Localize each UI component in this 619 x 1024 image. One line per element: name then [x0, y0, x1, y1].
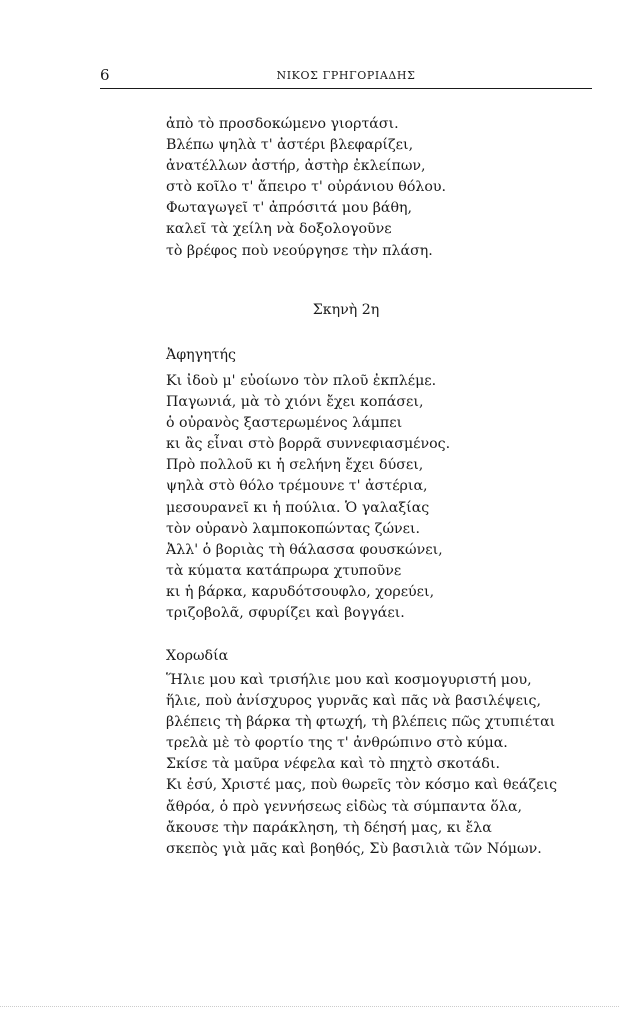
verse-line: ψηλὰ στὸ θόλο τρέμουνε τ' ἀστέρια, — [166, 478, 428, 495]
running-header: ΝΙΚΟΣ ΓΡΗΓΟΡΙΑΔΗΣ — [276, 69, 416, 82]
speaker-narrator: Ἀφηγητής — [166, 347, 236, 363]
verse-line: ὁ οὐρανὸς ξαστερωμένος λάμπει — [166, 415, 403, 432]
verse-line: Ἀλλ' ὁ βοριὰς τὴ θάλασσα φουσκώνει, — [166, 541, 443, 558]
verse-line: ἀνατέλλων ἀστήρ, ἀστὴρ ἐκλείπων, — [166, 158, 426, 175]
verse-line: τὸν οὐρανὸ λαμποκοπώντας ζώνει. — [166, 520, 421, 537]
scan-edge — [0, 1006, 619, 1007]
chorus-verse — [166, 670, 557, 860]
verse-line: κι ἡ βάρκα, καρυδότσουφλο, χορεύει, — [166, 583, 435, 600]
verse-line: Παγωνιά, μὰ τὸ χιόνι ἔχει κοπάσει, — [166, 394, 424, 411]
verse-line: καλεῖ τὰ χείλη νὰ δοξολογοῦνε — [166, 221, 392, 238]
page-number: 6 — [100, 66, 110, 84]
verse-line: Ἥλιε μου καὶ τρισήλιε μου καὶ κοσμογυριστή μου, — [166, 672, 532, 688]
verse-line: Πρὸ πολλοῦ κι ἡ σελήνη ἔχει δύσει, — [166, 457, 424, 474]
scene-heading: Σκηνὴ 2η — [312, 302, 380, 318]
verse-line: στὸ κοῖλο τ' ἄπειρο τ' οὐράνιου θόλου. — [166, 179, 447, 196]
verse-line: σκεπὸς γιὰ μᾶς καὶ βοηθός, Σὺ βασιλιὰ τῶν Νόμων. — [166, 840, 542, 857]
verse-line: μεσουρανεῖ κι ἡ πούλια. Ὁ γαλαξίας — [166, 499, 430, 516]
verse-line: Φωταγωγεῖ τ' ἀπρόσιτά μου βάθη, — [166, 200, 413, 217]
verse-line: Σκίσε τὰ μαῦρα νέφελα καὶ τὸ πηχτὸ σκοτάδι. — [166, 756, 501, 773]
verse-line: τὰ κύματα κατάπρωρα χτυποῦνε — [166, 562, 402, 579]
verse-line: βλέπεις τὴ βάρκα τὴ φτωχή, τὴ βλέπεις πῶς χτυπιέται — [166, 714, 556, 731]
verse-line: κι ἂς εἶναι στὸ βορρᾶ συννεφιασμένος. — [166, 436, 451, 453]
verse-line: ἄθρόα, ὁ πρὸ γεννήσεως εἰδὼς τὰ σύμπαντα ὅλα, — [166, 798, 523, 815]
verse-line: τρελὰ μὲ τὸ φορτίο της τ' ἀνθρώπινο στὸ κύμα. — [166, 735, 508, 752]
verse-line: Βλέπω ψηλὰ τ' ἀστέρι βλεφαρίζει, — [166, 137, 414, 154]
verse-line: Κι ἐσύ, Χριστέ μας, ποὺ θωρεῖς τὸν κόσμο καὶ θεάζεις — [166, 777, 558, 794]
verse-line: ἄκουσε τὴν παράκληση, τὴ δέησή μας, κι ἔλα — [166, 819, 492, 836]
speaker-chorus: Χορωδία — [166, 648, 229, 664]
opening-verse — [166, 114, 446, 262]
narrator-verse — [166, 371, 450, 624]
header-rule — [100, 88, 592, 89]
verse-line: ἀπὸ τὸ προσδοκώμενο γιορτάσι. — [166, 116, 399, 132]
verse-line: τριζοβολᾶ, σφυρίζει καὶ βογγάει. — [166, 605, 405, 622]
verse-line: ἥλιε, ποὺ ἀνίσχυρος γυρνᾶς καὶ πᾶς νὰ βασιλέψεις, — [166, 693, 542, 710]
verse-line: τὸ βρέφος ποὺ νεούργησε τὴν πλάση. — [166, 242, 433, 259]
verse-line: Κι ἰδοὺ μ' εὐοίωνο τὸν πλοῦ ἐκπλέμε. — [166, 373, 437, 389]
